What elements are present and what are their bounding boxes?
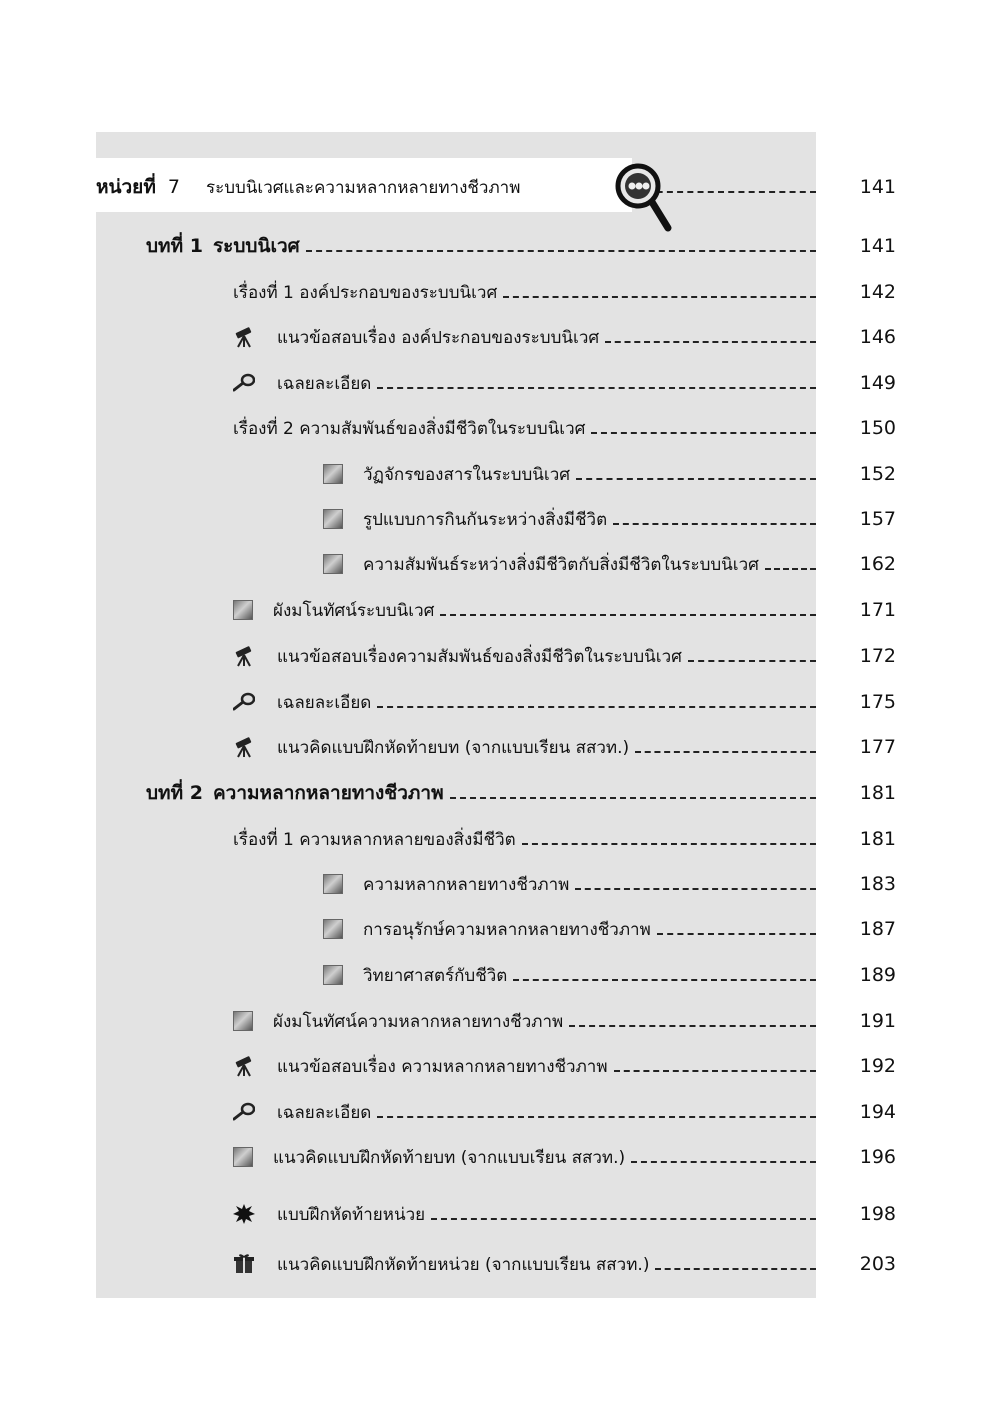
magnifier-icon: [233, 1101, 255, 1123]
entry-text: ผังมโนทัศน์ระบบนิเวศ: [273, 600, 435, 621]
entry-text: เฉลยละเอียด: [277, 1102, 372, 1123]
entry-text: แนวคิดแบบฝึกหัดท้ายบท (จากแบบเรียน สสวท.): [277, 737, 630, 758]
toc-entry[interactable]: [233, 822, 816, 856]
entry-text: เฉลยละเอียด: [277, 373, 372, 394]
dot-leader: [569, 1025, 816, 1027]
page-number: 150: [859, 417, 896, 439]
dot-leader: [522, 843, 816, 845]
page-number: 196: [859, 1146, 896, 1168]
telescope-icon: [233, 645, 255, 667]
toc-entry[interactable]: [233, 1247, 816, 1281]
dot-leader: [576, 478, 816, 480]
thumbnail-icon: [233, 600, 253, 620]
toc-entry[interactable]: [233, 1049, 816, 1083]
thumbnail-icon: [323, 919, 343, 939]
entry-text: วิทยาศาสตร์กับชีวิต: [363, 965, 508, 986]
page-number: 162: [859, 553, 896, 575]
dot-leader: [688, 660, 816, 662]
page-number: 149: [859, 372, 896, 394]
toc-entry[interactable]: [233, 1140, 816, 1174]
page-number: 146: [859, 326, 896, 348]
dot-leader: [575, 888, 816, 890]
burst-icon: [233, 1203, 255, 1225]
page-number: 189: [859, 964, 896, 986]
dot-leader: [503, 296, 816, 298]
page-number: 152: [859, 463, 896, 485]
page-number: 192: [859, 1055, 896, 1077]
dot-leader: [635, 751, 816, 753]
dot-leader: [614, 1070, 816, 1072]
entry-text: แนวข้อสอบเรื่องความสัมพันธ์ของสิ่งมีชีวิตในระบบนิเวศ: [277, 646, 682, 667]
dot-leader: [657, 933, 816, 935]
toc-entry[interactable]: [233, 685, 816, 719]
dot-leader: [431, 1218, 816, 1220]
dot-leader: [605, 341, 816, 343]
entry-text: ความหลากหลายทางชีวภาพ: [363, 874, 570, 895]
entry-text: ผังมโนทัศน์ความหลากหลายทางชีวภาพ: [273, 1011, 564, 1032]
dot-leader: [377, 706, 816, 708]
unit-number: 7: [167, 176, 180, 198]
toc-entry[interactable]: [233, 593, 816, 627]
entry-text: รูปแบบการกินกันระหว่างสิ่งมีชีวิต: [363, 509, 608, 530]
page-number: 187: [859, 918, 896, 940]
toc-entry[interactable]: [233, 639, 816, 673]
page-number: 181: [859, 828, 896, 850]
dot-leader: [631, 1161, 816, 1163]
page-number: 175: [859, 691, 896, 713]
telescope-icon: [233, 736, 255, 758]
page-number: 191: [859, 1010, 896, 1032]
dot-leader: [440, 614, 816, 616]
dot-leader: [450, 797, 816, 799]
page-number: 181: [859, 782, 896, 804]
entry-text: เฉลยละเอียด: [277, 692, 372, 713]
entry-text: แนวข้อสอบเรื่อง องค์ประกอบของระบบนิเวศ: [277, 327, 600, 348]
toc-entry[interactable]: [233, 730, 816, 764]
unit-header[interactable]: [96, 170, 816, 204]
page-number: 172: [859, 645, 896, 667]
page-number: 183: [859, 873, 896, 895]
entry-text: เรื่องที่ 1 ความหลากหลายของสิ่งมีชีวิต: [233, 829, 516, 850]
toc-entry[interactable]: [323, 912, 816, 946]
thumbnail-icon: [233, 1011, 253, 1031]
dot-leader: [306, 250, 816, 252]
page-number: 177: [859, 736, 896, 758]
magnifier-badge-icon: [612, 160, 674, 234]
thumbnail-icon: [323, 965, 343, 985]
page-number: 141: [859, 235, 896, 257]
unit-page-number: 141: [859, 176, 896, 198]
toc-entry[interactable]: [323, 958, 816, 992]
magnifier-icon: [233, 372, 255, 394]
dot-leader: [377, 1116, 816, 1118]
toc-entry[interactable]: [323, 457, 816, 491]
entry-text: เรื่องที่ 2 ความสัมพันธ์ของสิ่งมีชีวิตในระบบนิเวศ: [233, 418, 586, 439]
thumbnail-icon: [233, 1147, 253, 1167]
toc-entry[interactable]: [233, 1095, 816, 1129]
chapter-title: ระบบนิเวศ: [212, 235, 300, 257]
entry-text: การอนุรักษ์ความหลากหลายทางชีวภาพ: [363, 919, 651, 940]
toc-entry[interactable]: [323, 502, 816, 536]
page-number: 157: [859, 508, 896, 530]
page-number: 142: [859, 281, 896, 303]
unit-label: หน่วยที่: [96, 176, 156, 198]
unit-title: ระบบนิเวศและความหลากหลายทางชีวภาพ: [205, 177, 521, 198]
dot-leader: [765, 568, 816, 570]
toc-entry[interactable]: [233, 320, 816, 354]
toc-entry[interactable]: [233, 275, 816, 309]
page-number: 203: [859, 1253, 896, 1275]
thumbnail-icon: [323, 509, 343, 529]
entry-text: แนวคิดแบบฝึกหัดท้ายหน่วย (จากแบบเรียน สสวท.): [277, 1254, 650, 1275]
telescope-icon: [233, 326, 255, 348]
telescope-icon: [233, 1055, 255, 1077]
toc-entry[interactable]: [233, 1004, 816, 1038]
thumbnail-icon: [323, 554, 343, 574]
toc-entry[interactable]: [323, 547, 816, 581]
toc-entry[interactable]: [233, 411, 816, 445]
entry-text: แนวข้อสอบเรื่อง ความหลากหลายทางชีวภาพ: [277, 1056, 608, 1077]
magnifier-icon: [233, 691, 255, 713]
dot-leader: [613, 523, 816, 525]
toc-entry[interactable]: [233, 1197, 816, 1231]
chapter-heading[interactable]: [146, 229, 816, 263]
thumbnail-icon: [323, 874, 343, 894]
entry-text: วัฏจักรของสารในระบบนิเวศ: [363, 464, 571, 485]
entry-text: แนวคิดแบบฝึกหัดท้ายบท (จากแบบเรียน สสวท.): [273, 1147, 626, 1168]
dot-leader: [655, 1268, 816, 1270]
chapter-label: บทที่ 2: [146, 782, 203, 804]
dot-leader: [513, 979, 816, 981]
toc-entry[interactable]: [323, 867, 816, 901]
page-number: 194: [859, 1101, 896, 1123]
page-number: 171: [859, 599, 896, 621]
entry-text: ความสัมพันธ์ระหว่างสิ่งมีชีวิตกับสิ่งมีชีวิตในระบบนิเวศ: [363, 554, 759, 575]
entry-text: เรื่องที่ 1 องค์ประกอบของระบบนิเวศ: [233, 282, 498, 303]
dot-leader: [377, 387, 816, 389]
page-number: 198: [859, 1203, 896, 1225]
thumbnail-icon: [323, 464, 343, 484]
toc-entry[interactable]: [233, 366, 816, 400]
entry-text: แบบฝึกหัดท้ายหน่วย: [277, 1204, 426, 1225]
chapter-title: ความหลากหลายทางชีวภาพ: [212, 782, 444, 804]
gift-icon: [233, 1253, 255, 1275]
chapter-label: บทที่ 1: [146, 235, 203, 257]
chapter-heading[interactable]: [146, 776, 816, 810]
dot-leader: [591, 432, 816, 434]
